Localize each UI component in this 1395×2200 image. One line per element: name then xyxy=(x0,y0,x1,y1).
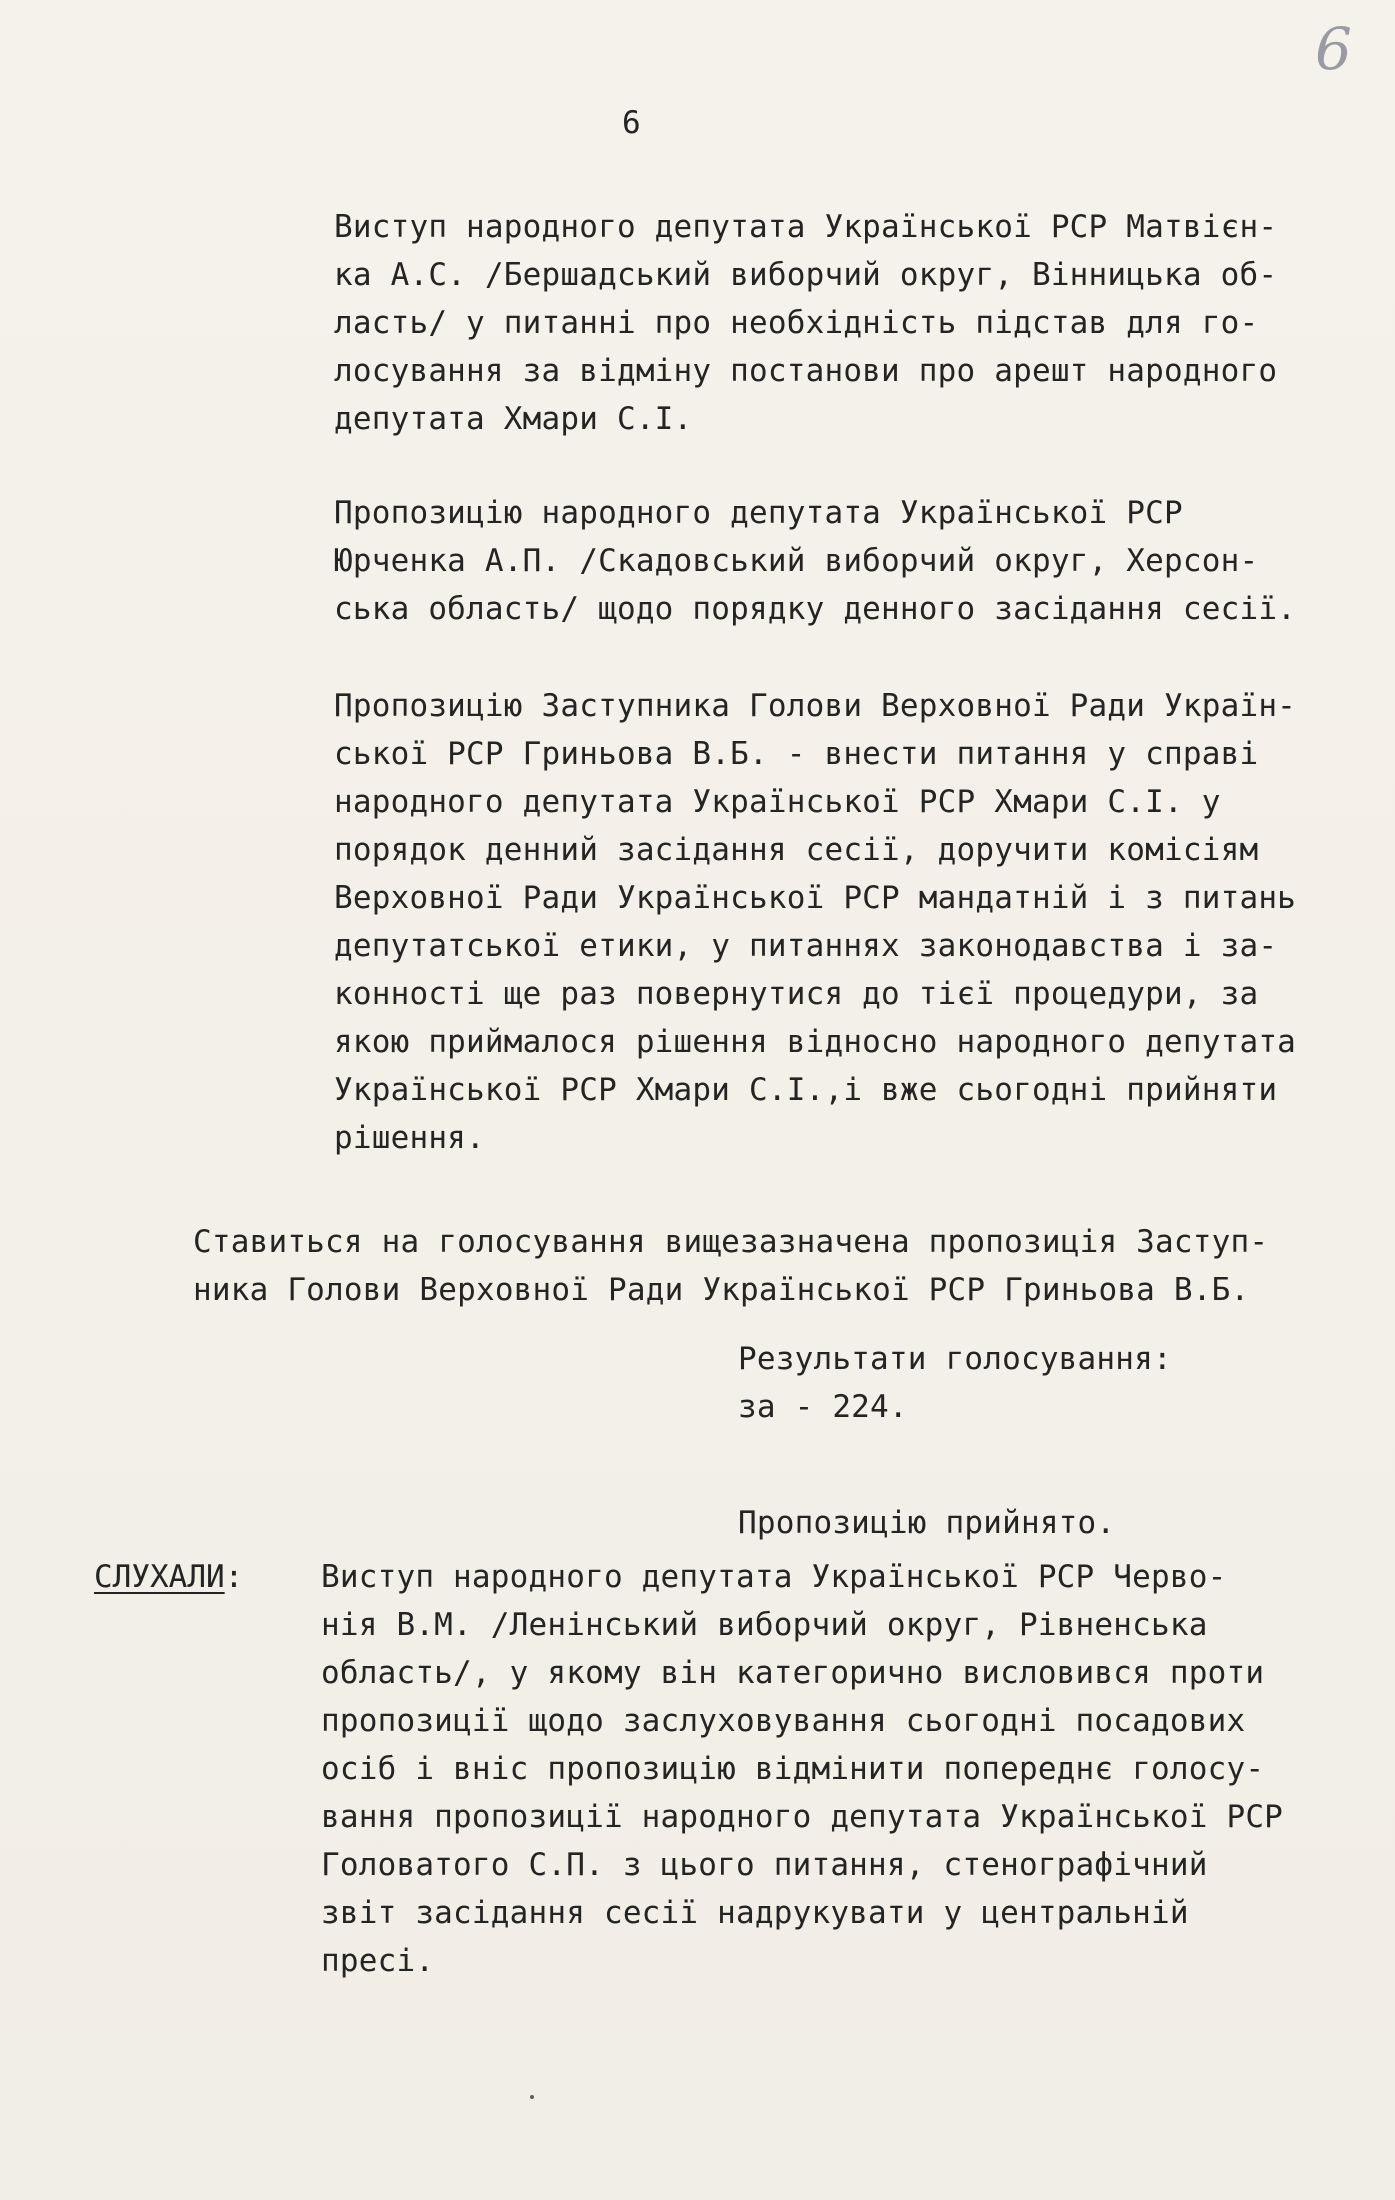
heard-label-text: СЛУХАЛИ xyxy=(94,1559,225,1595)
text-line: осіб і вніс пропозицію відмінити попереднє голосу- xyxy=(321,1751,1265,1787)
paragraph-vote-statement xyxy=(193,1218,1268,1314)
text-line: ника Голови Верховної Ради Української РСР Гриньова В.Б. xyxy=(193,1272,1250,1308)
text-line: якою приймалося рішення відносно народного депутата xyxy=(334,1024,1297,1060)
vote-results-heading: Результати голосування: xyxy=(738,1341,1172,1377)
text-line: Верховної Ради Української РСР мандатній і з питань xyxy=(334,880,1297,916)
paragraph-yurchenko xyxy=(334,489,1296,633)
page-number: 6 xyxy=(622,105,641,141)
text-line: депутата Хмари С.І. xyxy=(334,401,693,437)
vote-results xyxy=(738,1335,1172,1547)
text-line: ська область/ щодо порядку денного засідання сесії. xyxy=(334,591,1297,627)
handwritten-page-mark: 6 xyxy=(1315,15,1352,83)
text-line: конності ще раз повернутися до тієї процедури, за xyxy=(334,976,1259,1012)
text-line: Пропозицію Заступника Голови Верховної Ради Україн- xyxy=(334,688,1297,724)
text-line: народного депутата Української РСР Хмари С.І. у xyxy=(334,784,1221,820)
text-line: Головатого С.П. з цього питання, стенографічний xyxy=(321,1847,1208,1883)
paragraph-hrynov-proposal xyxy=(334,682,1296,1162)
text-line: ласть/ у питанні про необхідність підстав для го- xyxy=(334,305,1259,341)
text-line: вання пропозиції народного депутата Української РСР xyxy=(321,1799,1284,1835)
text-line: пропозиції щодо заслуховування сьогодні посадових xyxy=(321,1703,1246,1739)
text-line: ка А.С. /Бершадський виборчий округ, Вінницька об- xyxy=(334,257,1278,293)
text-line: Ставиться на голосування вищезазначена пропозиція Заступ- xyxy=(193,1224,1269,1260)
text-line: рішення. xyxy=(334,1120,485,1156)
heard-label-colon: : xyxy=(224,1559,244,1595)
text-line: нія В.М. /Ленінський виборчий округ, Рівненська xyxy=(321,1607,1208,1643)
heard-section-label xyxy=(94,1553,243,1601)
text-line: звіт засідання сесії надрукувати у центральній xyxy=(321,1895,1189,1931)
text-line: лосування за відміну постанови про арешт народного xyxy=(334,353,1278,389)
vote-count: за - 224. xyxy=(738,1389,908,1425)
text-line: Виступ народного депутата Української РСР Матвієн- xyxy=(334,209,1278,245)
text-line: порядок денний засідання сесії, доручити комісіям xyxy=(334,832,1259,868)
vote-outcome: Пропозицію прийнято. xyxy=(738,1505,1116,1541)
ink-speck xyxy=(530,2095,534,2099)
text-line: депутатської етики, у питаннях законодавства і за- xyxy=(334,928,1278,964)
text-line: пресі. xyxy=(321,1943,435,1979)
text-line: Української РСР Хмари С.І.,і вже сьогодні прийняти xyxy=(334,1072,1278,1108)
text-line: Юрченка А.П. /Скадовський виборчий округ, Херсон- xyxy=(334,543,1259,579)
text-line: Виступ народного депутата Української РСР Черво- xyxy=(321,1559,1227,1595)
text-line: ської РСР Гриньова В.Б. - внести питання у справі xyxy=(334,736,1259,772)
text-line: Пропозицію народного депутата Української РСР xyxy=(334,495,1183,531)
text-line: область/, у якому він категорично висловився проти xyxy=(321,1655,1265,1691)
paragraph-chervoniy xyxy=(321,1553,1283,1985)
paragraph-matvienko xyxy=(334,203,1277,443)
spacer xyxy=(738,1431,1172,1499)
